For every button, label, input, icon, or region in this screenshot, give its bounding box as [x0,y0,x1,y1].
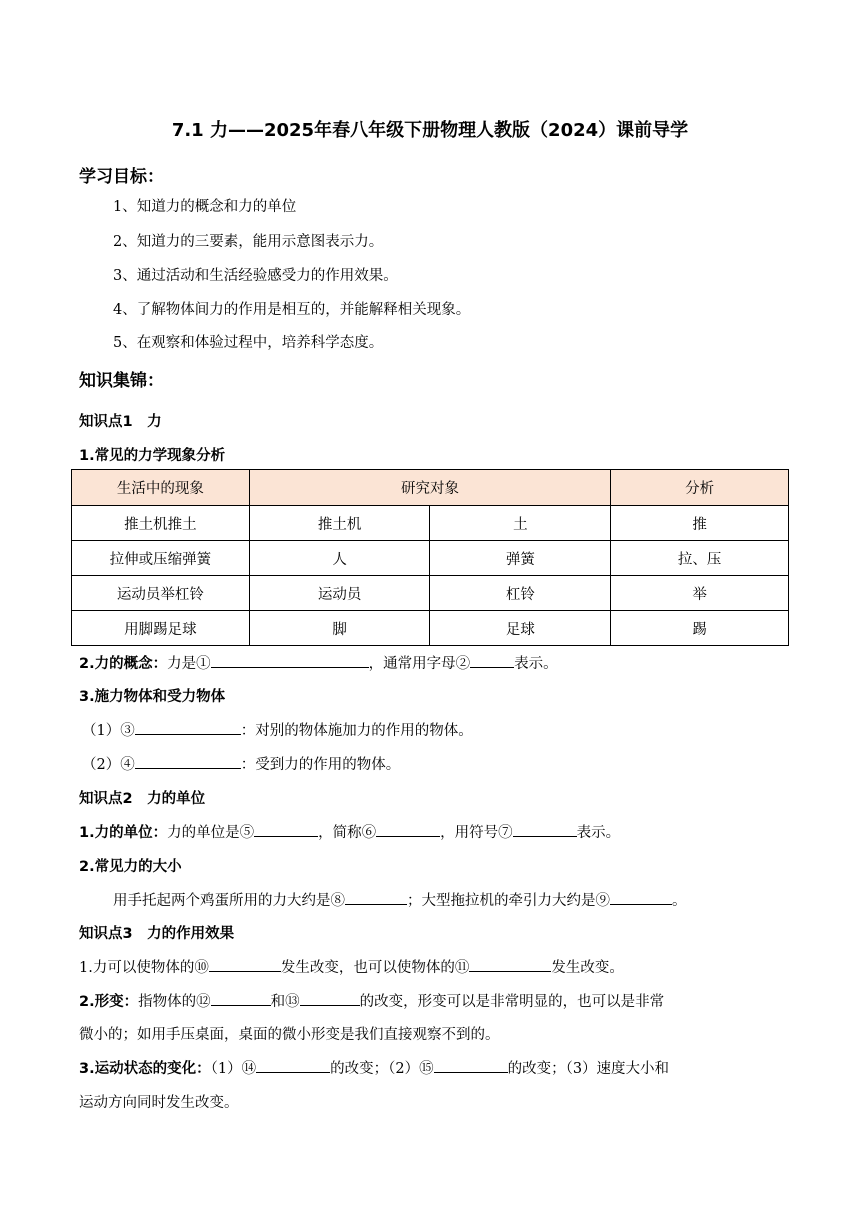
deformation-line-cont: 微小的；如用手压桌面，桌面的微小形变是我们直接观察不到的。 [79,1027,500,1043]
text-span: 1.力可以使物体的⑩ [79,960,209,976]
point3-heading: 知识点3 力的作用效果 [79,926,235,942]
table-row [72,576,789,611]
force-unit-line [79,821,620,842]
force-concept-label: 2.力的概念： [79,656,168,672]
answer-blank-5[interactable] [254,822,318,837]
answer-blank-8[interactable] [345,890,407,905]
answer-blank-15[interactable] [434,1058,508,1073]
objective-item: 4、了解物体间力的作用是相互的，并能解释相关现象。 [113,302,471,318]
point2-sub2: 2.常见力的大小 [79,859,182,875]
table-cell: 拉、压 [611,541,789,576]
text-span: 发生改变。 [551,960,624,976]
table-cell: 足球 [430,611,611,646]
knowledge-heading: 知识集锦： [79,371,164,391]
table-row [72,611,789,646]
deformation-label: 2.形变： [79,994,139,1010]
table-cell: 推土机推土 [72,506,250,541]
point2-heading: 知识点2 力的单位 [79,791,206,807]
answer-blank-12[interactable] [211,991,271,1006]
point1-sub1: 1.常见的力学现象分析 [79,448,226,464]
text-span: ，简称⑥ [318,825,377,841]
table-cell: 推 [611,506,789,541]
answer-blank-3[interactable] [135,720,241,735]
text-span: 。 [672,893,687,909]
table-cell: 踢 [611,611,789,646]
receiving-object-line [82,753,400,774]
answer-blank-10[interactable] [209,957,281,972]
table-header-cell: 分析 [611,470,789,506]
point1-heading: 知识点1 力 [79,414,162,430]
table-cell: 用脚踢足球 [72,611,250,646]
table-header-cell: 生活中的现象 [72,470,250,506]
objective-item: 3、通过活动和生活经验感受力的作用效果。 [113,268,398,284]
text-span: 的改变；（3）速度大小和 [507,1061,670,1077]
answer-blank-13[interactable] [300,991,360,1006]
exerting-object-line [82,719,473,740]
table-cell: 举 [611,576,789,611]
table-cell: 人 [249,541,430,576]
text-span: 发生改变，也可以使物体的⑪ [280,960,470,976]
text-span: 力的单位是⑤ [167,825,255,841]
text-span: 表示。 [576,825,621,841]
text-span: 表示。 [514,656,558,672]
page-title: 7.1 力——2025年春八年级下册物理人教版（2024）课前导学 [171,120,689,141]
text-span: （1）⑭ [210,1061,257,1077]
table-cell: 弹簧 [430,541,611,576]
force-effect-line [79,956,624,977]
motion-state-line [79,1057,669,1078]
text-span: 和⑬ [270,994,300,1010]
table-cell: 推土机 [249,506,430,541]
table-cell: 拉伸或压缩弹簧 [72,541,250,576]
answer-blank-14[interactable] [256,1058,330,1073]
answer-blank-4[interactable] [135,754,241,769]
text-span: 用手托起两个鸡蛋所用的力大约是⑧ [113,893,345,909]
text-span: （1）③ [82,723,135,739]
table-cell: 运动员 [249,576,430,611]
text-span: 指物体的⑫ [138,994,211,1010]
deformation-line [79,990,664,1011]
objective-item: 5、在观察和体验过程中，培养科学态度。 [113,335,384,351]
motion-state-line-cont: 运动方向同时发生改变。 [79,1095,239,1111]
objective-item: 2、知道力的三要素，能用示意图表示力。 [113,234,384,250]
text-span: （2）④ [82,757,135,773]
text-span: ：受到力的作用的物体。 [240,757,401,773]
table-row [72,506,789,541]
text-span: 的改变，形变可以是非常明显的，也可以是非常 [359,994,665,1010]
answer-blank-2[interactable] [470,653,514,668]
table-cell: 运动员举杠铃 [72,576,250,611]
motion-state-label: 3.运动状态的变化： [79,1061,211,1077]
table-header-row [72,470,789,506]
text-span: ，用符号⑦ [440,825,513,841]
objectives-heading: 学习目标： [79,167,164,187]
force-size-line [113,889,687,910]
answer-blank-9[interactable] [610,890,672,905]
table-row [72,541,789,576]
answer-blank-7[interactable] [513,822,577,837]
point1-sub3: 3.施力物体和受力物体 [79,689,226,705]
text-span: 力是① [167,656,211,672]
table-cell: 杠铃 [430,576,611,611]
force-concept-line [79,652,558,673]
phenomena-table [71,469,789,646]
answer-blank-6[interactable] [376,822,440,837]
answer-blank-1[interactable] [211,653,369,668]
text-span: ，通常用字母② [368,656,471,672]
table-header-cell: 研究对象 [249,470,610,506]
text-span: ：对别的物体施加力的作用的物体。 [240,723,473,739]
table-cell: 脚 [249,611,430,646]
table-cell: 土 [430,506,611,541]
answer-blank-11[interactable] [469,957,551,972]
force-unit-label: 1.力的单位： [79,825,168,841]
objective-item: 1、知道力的概念和力的单位 [113,199,297,215]
text-span: ；大型拖拉机的牵引力大约是⑨ [407,893,610,909]
text-span: 的改变；（2）⑮ [330,1061,434,1077]
